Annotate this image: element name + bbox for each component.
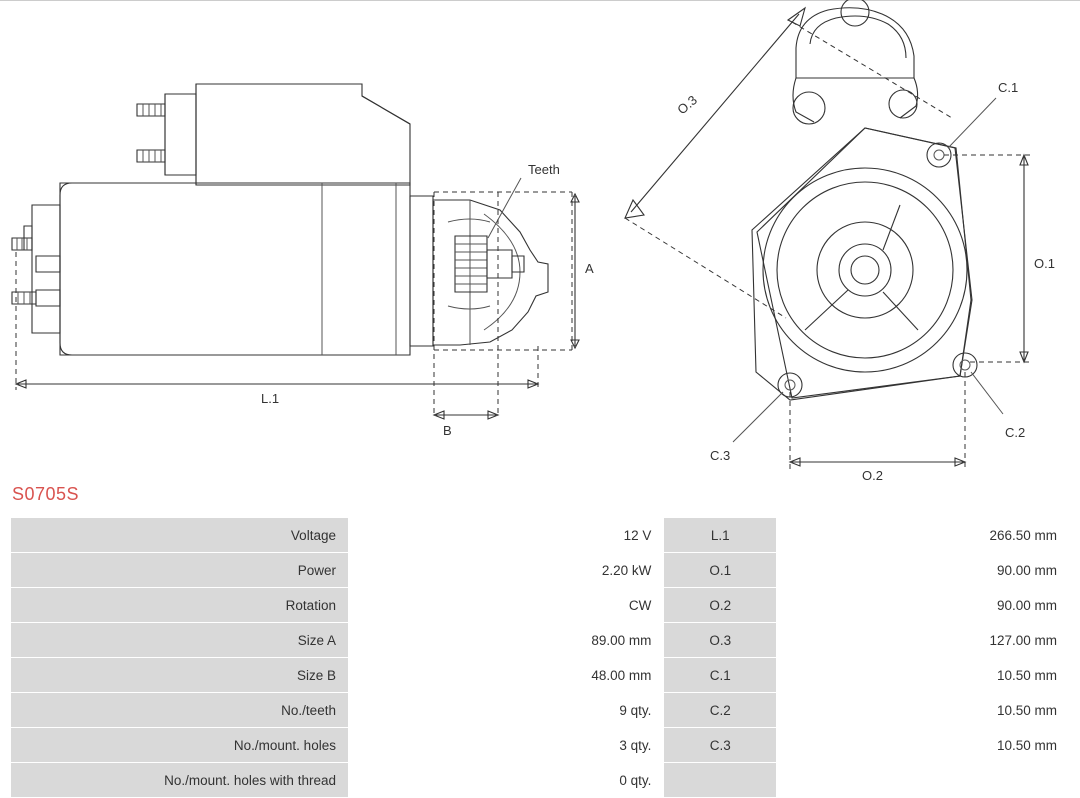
spec-value-2: 127.00 mm	[777, 623, 1070, 658]
spec-value: 89.00 mm	[348, 623, 663, 658]
spec-value: 2.20 kW	[348, 553, 663, 588]
label-o1: O.1	[1034, 256, 1055, 271]
spec-value: CW	[348, 588, 663, 623]
table-row	[11, 693, 1070, 728]
spec-label: Power	[11, 553, 349, 588]
spec-label-2: C.3	[664, 728, 777, 763]
table-row	[11, 728, 1070, 763]
spec-label-2: C.2	[664, 693, 777, 728]
spec-value-2: 10.50 mm	[777, 658, 1070, 693]
table-row	[11, 588, 1070, 623]
table-row	[11, 553, 1070, 588]
table-row	[11, 658, 1070, 693]
spec-value: 12 V	[348, 518, 663, 553]
spec-label: No./mount. holes with thread	[11, 763, 349, 798]
spec-label: No./teeth	[11, 693, 349, 728]
label-size-b: B	[443, 423, 452, 438]
spec-value: 48.00 mm	[348, 658, 663, 693]
table-row	[11, 763, 1070, 798]
spec-label-2: O.2	[664, 588, 777, 623]
spec-label: Size A	[11, 623, 349, 658]
spec-label: Size B	[11, 658, 349, 693]
label-length-l1: L.1	[261, 391, 280, 406]
spec-label-2: O.1	[664, 553, 777, 588]
spec-label: No./mount. holes	[11, 728, 349, 763]
part-code: S0705S	[12, 484, 80, 504]
label-c3: C.3	[710, 448, 731, 463]
label-size-a: A	[585, 261, 594, 276]
spec-label-2: O.3	[664, 623, 777, 658]
label-teeth: Teeth	[528, 162, 560, 177]
starter-front-view	[625, 0, 1055, 480]
starter-side-view	[12, 84, 594, 438]
table-row	[11, 623, 1070, 658]
spec-value: 0 qty.	[348, 763, 663, 798]
spec-value-2: 10.50 mm	[777, 693, 1070, 728]
spec-label-2-empty	[664, 763, 777, 798]
spec-value-2-empty	[777, 763, 1070, 798]
label-c1: C.1	[998, 80, 1019, 95]
spec-value: 3 qty.	[348, 728, 663, 763]
label-c2: C.2	[1005, 425, 1026, 440]
table-row	[11, 518, 1070, 553]
spec-label-2: L.1	[664, 518, 777, 553]
spec-label-2: C.1	[664, 658, 777, 693]
spec-value-2: 266.50 mm	[777, 518, 1070, 553]
spec-label: Rotation	[11, 588, 349, 623]
label-o2: O.2	[862, 468, 883, 480]
label-o3: O.3	[674, 92, 700, 118]
spec-value: 9 qty.	[348, 693, 663, 728]
spec-value-2: 90.00 mm	[777, 588, 1070, 623]
specifications-table	[10, 517, 1070, 798]
spec-table-body	[11, 518, 1070, 798]
spec-label: Voltage	[11, 518, 349, 553]
spec-value-2: 10.50 mm	[777, 728, 1070, 763]
spec-value-2: 90.00 mm	[777, 553, 1070, 588]
